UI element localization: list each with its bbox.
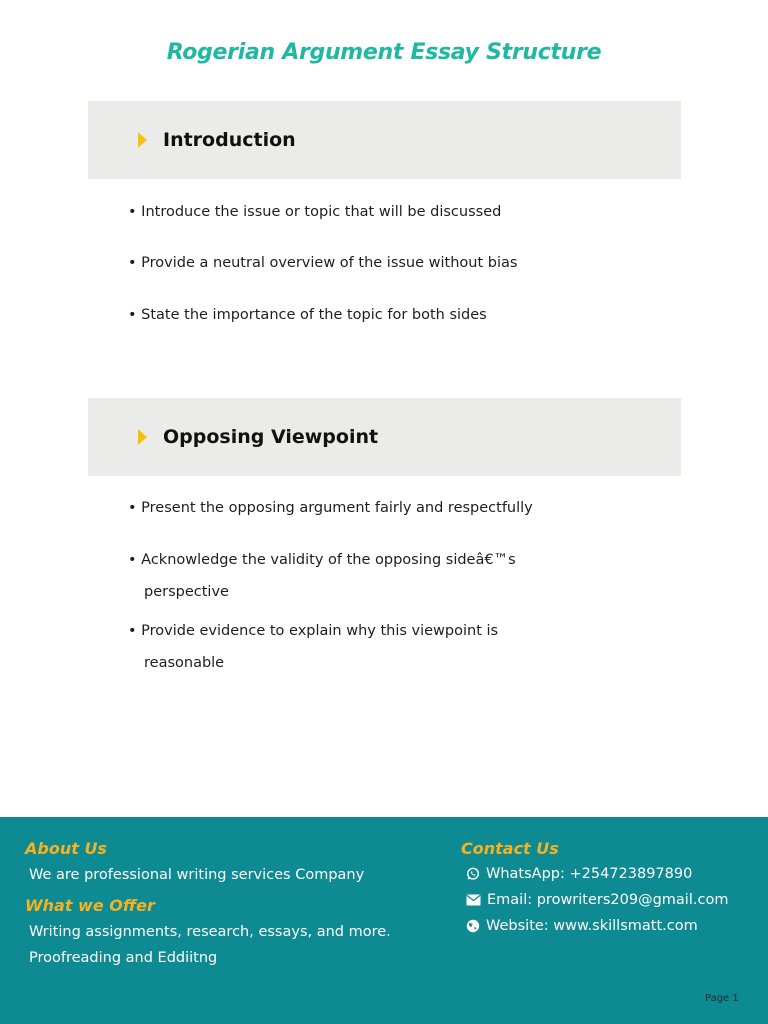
contact-whatsapp[interactable]: WhatsApp: +254723897890: [466, 866, 692, 882]
about-text: We are professional writing services Company: [29, 867, 365, 883]
bullet-item: • Acknowledge the validity of the opposing sideâ€™s perspective: [128, 552, 516, 600]
page-number: Page 1: [705, 993, 739, 1004]
section-header-opposing-viewpoint: [88, 398, 681, 476]
caret-right-icon: [138, 429, 147, 445]
bullet-item: • Introduce the issue or topic that will be discussed: [128, 204, 502, 220]
contact-email[interactable]: Email: prowriters209@gmail.com: [466, 892, 728, 908]
whatsapp-icon: [466, 867, 480, 881]
bullet-item: • Present the opposing argument fairly and respectfully: [128, 500, 533, 516]
document-title: Rogerian Argument Essay Structure: [166, 40, 602, 65]
section-header-introduction: [88, 101, 681, 179]
offer-line: Writing assignments, research, essays, and more.: [29, 924, 391, 940]
contact-website[interactable]: Website: www.skillsmatt.com: [466, 918, 698, 934]
bullet-item: • Provide evidence to explain why this viewpoint is reasonable: [128, 623, 499, 671]
bullet-item: • State the importance of the topic for both sides: [128, 307, 487, 323]
caret-right-icon: [138, 132, 147, 148]
bullet-item: • Provide a neutral overview of the issue without bias: [128, 255, 518, 271]
contact-heading: Contact Us: [461, 839, 559, 858]
offer-line: Proofreading and Eddiitng: [29, 950, 218, 966]
about-heading: About Us: [25, 839, 107, 858]
envelope-icon: [466, 894, 481, 906]
section-heading: Introduction: [163, 129, 296, 151]
globe-icon: [466, 919, 480, 933]
offer-heading: What we Offer: [25, 896, 155, 915]
section-heading: Opposing Viewpoint: [163, 426, 379, 448]
